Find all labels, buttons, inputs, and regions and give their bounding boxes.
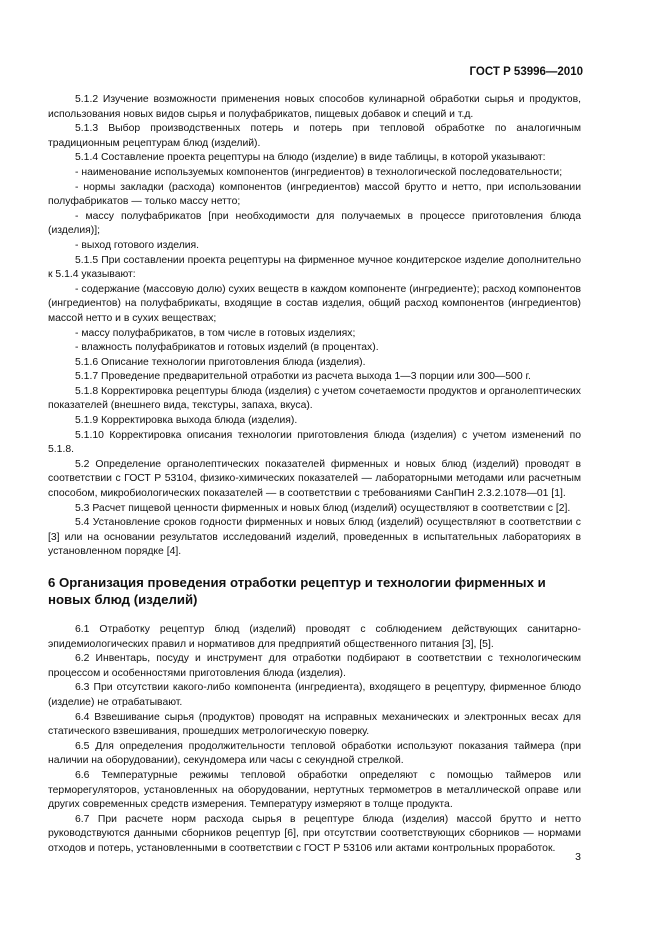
paragraph-5-1-8: 5.1.8 Корректировка рецептуры блюда (изделия) с учетом сочетаемости продуктов и органолептических показателей (внешнего вида, текстуры, запаха, вкуса). bbox=[48, 385, 581, 412]
paragraph-6-6: 6.6 Температурные режимы тепловой обработки определяют с помощью таймеров или терморегуляторов, установленных на оборудовании, нертутных термометров в металлической оправе или других современных средств измерения. Температуру измеряют в толще продукта. bbox=[48, 769, 581, 811]
paragraph-5-1-9: 5.1.9 Корректировка выхода блюда (изделия). bbox=[75, 415, 298, 427]
list-item: - влажность полуфабрикатов и готовых изделий (в процентах). bbox=[75, 342, 379, 354]
paragraph-6-3: 6.3 При отсутствии какого-либо компонента (ингредиента), входящего в рецептуру, фирменное блюдо (изделие) не отрабатывают. bbox=[48, 682, 581, 708]
paragraph-6-4: 6.4 Взвешивание сырья (продуктов) проводят на исправных механических и электронных весах для статического взвешивания, прошедших метрологическую поверку. bbox=[48, 711, 581, 738]
paragraph-5-1-4: 5.1.4 Составление проекта рецептуры на блюдо (изделие) в виде таблицы, в которой указывают: bbox=[75, 152, 546, 164]
section-6-title: 6 Организация проведения отработки рецептур и технологии фирменных и новых блюд (изделий) bbox=[48, 575, 546, 607]
page-number: 3 bbox=[575, 851, 581, 863]
paragraph-5-1-6: 5.1.6 Описание технологии приготовления блюда (изделия). bbox=[75, 356, 366, 368]
list-item: - массу полуфабрикатов, в том числе в готовых изделиях; bbox=[75, 327, 356, 339]
paragraph-5-1-2: 5.1.2 Изучение возможности применения новых способов кулинарной обработки сырья и продуктов, использования новых видов сырья и полуфабрикатов, пищевых добавок и специй и т.д. bbox=[48, 94, 581, 120]
paragraph-5-1-10: 5.1.10 Корректировка описания технологии приготовления блюда (изделия) с учетом изменений по 5.1.8. bbox=[48, 429, 581, 456]
page-content bbox=[48, 93, 581, 857]
paragraph-6-5: 6.5 Для определения продолжительности тепловой обработки используют показания таймера (при наличии на оборудовании), секундомера или часы с секундной стрелкой. bbox=[48, 740, 581, 767]
list-item: - нормы закладки (расхода) компонентов (ингредиентов) массой брутто и нетто, при использовании полуфабрикатов — только массу нетто; bbox=[48, 181, 581, 208]
paragraph-5-1-7: 5.1.7 Проведение предварительной отработки из расчета выхода 1—3 порции или 300—500 г. bbox=[75, 371, 531, 383]
paragraph-6-2: 6.2 Инвентарь, посуду и инструмент для отработки подбирают в соответствии с технологическим процессом и особенностями приготовления блюда (изделия). bbox=[48, 653, 581, 679]
list-item: - выход готового изделия. bbox=[75, 239, 200, 251]
document-code: ГОСТ Р 53996—2010 bbox=[469, 66, 583, 78]
paragraph-6-7: 6.7 При расчете норм расхода сырья в рецептуре блюда (изделия) массой брутто и нетто руководствуются данными сборников рецептур [6], при отсутствии соответствующих сборников — нормами отходов и потерь, установленными в соответствии с ГОСТ Р 53106 или актами контрольных проработок. bbox=[48, 813, 581, 854]
paragraph-6-1: 6.1 Отработку рецептур блюд (изделий) проводят с соблюдением действующих санитарно-эпидемиологических правил и нормативов для предприятий общественного питания [3], [5]. bbox=[48, 624, 581, 650]
list-item: - содержание (массовую долю) сухих веществ в каждом компоненте (ингредиенте); расход компонентов (ингредиентов) на полуфабрикаты, входящие в состав изделия, общий расход компонентов (ингредиентов) массой нетто и в сухих веществах; bbox=[48, 283, 581, 324]
paragraph-5-4: 5.4 Установление сроков годности фирменных и новых блюд (изделий) осуществляют в соответствии с [3] или на основании результатов исследований изделий, проведенных в испытательных лабораториях в установленном порядке [4]. bbox=[48, 517, 581, 558]
list-item: - массу полуфабрикатов [при необходимости для получаемых в процессе приготовления блюда (изделия)]; bbox=[48, 210, 581, 237]
paragraph-5-2: 5.2 Определение органолептических показателей фирменных и новых блюд (изделий) проводят в соответствии с ГОСТ Р 53104, физико-химических показателей — лабораторными методами или расчетным способом, микробиологических показателей — в соответствии с требованиями СанПиН 2.3.2.1078—01 [1]. bbox=[48, 458, 581, 500]
paragraph-5-1-3: 5.1.3 Выбор производственных потерь и потерь при тепловой обработке по аналогичным традиционным рецептурам блюд (изделий). bbox=[48, 123, 581, 149]
paragraph-5-3: 5.3 Расчет пищевой ценности фирменных и новых блюд (изделий) осуществляют в соответствии с [2]. bbox=[75, 502, 571, 514]
paragraph-5-1-5: 5.1.5 При составлении проекта рецептуры на фирменное мучное кондитерское изделие дополнительно к 5.1.4 указывают: bbox=[48, 254, 581, 281]
list-item: - наименование используемых компонентов (ингредиентов) в технологической последовательности; bbox=[75, 166, 563, 178]
